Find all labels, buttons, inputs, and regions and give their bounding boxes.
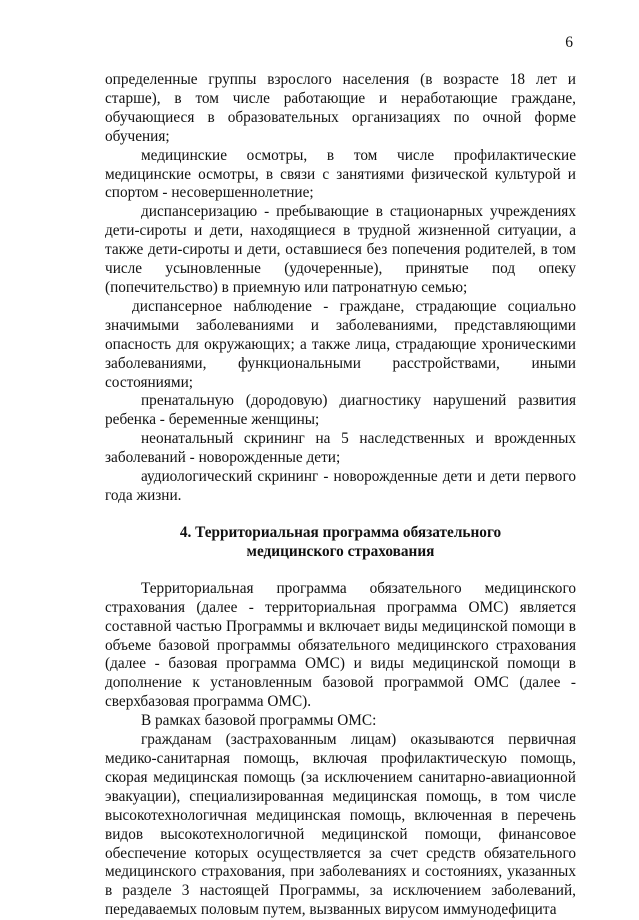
paragraph: гражданам (застрахованным лицам) оказываются первичная медико-санитарная помощь, включая профилактическую помощь, скорая медицинская помощь (за исключением санитарно-авиационной эвакуации), специализированная медицинская помощь, в том числе высокотехнологичная медицинская помощь, включенная в перечень видов высокотехнологичной медицинской помощи, финансовое обеспечение которых осуществляется за счет средств обязательного медицинского страхования, при заболеваниях и состояниях, указанных в разделе 3 настоящей Программы, за исключением заболеваний, передаваемых половым путем, вызванных вирусом иммунодефицита (105, 731, 576, 919)
section-heading-line2: медицинского страхования (246, 543, 435, 561)
paragraph: диспансеризацию - пребывающие в стационарных учреждениях дети-сироты и дети, находящиеся в трудной жизненной ситуации, а также дети-сироты и дети, оставшиеся без попечения родителей, в том числе усыновленные (удочеренные), принятые под опеку (попечительство) в приемную или патронатную семью; (105, 203, 576, 296)
paragraph: Территориальная программа обязательного медицинского страхования (далее - территориальная программа ОМС) является составной частью Программы и включает виды медицинской помощи в объеме базовой программы обязательного медицинского страхования (далее - базовая программа ОМС) и виды медицинской помощи в дополнение к установленным базовой программой ОМС (далее - сверхбазовая программа ОМС). (105, 579, 576, 711)
paragraph: пренатальную (дородовую) диагностику нарушений развития ребенка - беременные женщины; (105, 392, 576, 429)
paragraph: аудиологический скрининг - новорожденные дети и дети первого года жизни. (105, 468, 576, 504)
paragraph: медицинские осмотры, в том числе профилактические медицинские осмотры, в связи с занятиями физической культурой и спортом - несовершеннолетние; (105, 146, 576, 202)
paragraph: неонатальный скрининг на 5 наследственных и врожденных заболеваний - новорожденные дети; (105, 430, 576, 467)
section-heading (105, 523, 576, 562)
paragraph: В рамках базовой программы ОМС: (141, 712, 377, 730)
section-heading-line1: 4. Территориальная программа обязательного (179, 523, 502, 541)
document-body (105, 71, 576, 920)
page-number: 6 (565, 34, 573, 51)
paragraph: определенные группы взрослого населения (в возрасте 18 лет и старше), в том числе работающие и неработающие граждане, обучающиеся в образовательных организациях по очной форме обучения; (105, 71, 576, 145)
paragraph: диспансерное наблюдение - граждане, страдающие социально значимыми заболеваниями и заболеваниями, представляющими опасность для окружающих; а также лица, страдающие хроническими заболеваниями, функциональными расстройствами, иными состояниями; (105, 297, 576, 391)
